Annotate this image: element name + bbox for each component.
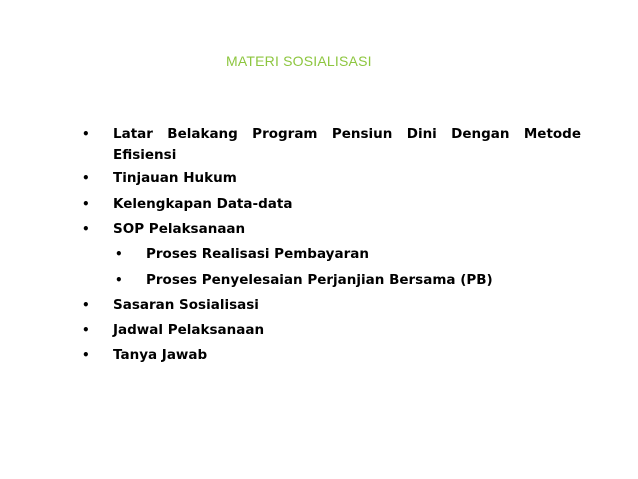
bullet-icon: • — [82, 298, 90, 312]
list-item — [0, 320, 638, 341]
bullet-icon: • — [82, 323, 90, 337]
list-item — [0, 194, 638, 215]
list-item-label: Tanya Jawab — [113, 347, 208, 363]
list-item-label: Jadwal Pelaksanaan — [113, 322, 265, 338]
bullet-icon: • — [82, 222, 90, 236]
list-subitem — [0, 244, 638, 265]
bullet-icon: • — [82, 171, 90, 185]
list-item-label: Sasaran Sosialisasi — [113, 297, 259, 313]
bullet-icon: • — [82, 348, 90, 362]
list-item-label: SOP Pelaksanaan — [113, 221, 246, 237]
list-item — [0, 345, 638, 366]
list-item — [0, 219, 638, 240]
slide-title: MATERI SOSIALISASI — [226, 53, 372, 69]
list-subitem — [0, 270, 638, 291]
list-item — [0, 124, 638, 168]
list-item-label: Tinjauan Hukum — [113, 170, 237, 186]
bullet-icon: • — [82, 127, 90, 141]
list-subitem-label: Proses Realisasi Pembayaran — [146, 246, 369, 262]
bullet-icon: • — [82, 197, 90, 211]
list-item — [0, 168, 638, 189]
bullet-icon: • — [115, 247, 123, 261]
list-subitem-label: Proses Penyelesaian Perjanjian Bersama (PB) — [146, 272, 493, 288]
bullet-icon: • — [115, 273, 123, 287]
list-item — [0, 295, 638, 316]
list-item-label: Kelengkapan Data-data — [113, 196, 293, 212]
list-item-label: Latar Belakang Program Pensiun Dini Dengan Metode Efisiensi — [113, 126, 581, 163]
